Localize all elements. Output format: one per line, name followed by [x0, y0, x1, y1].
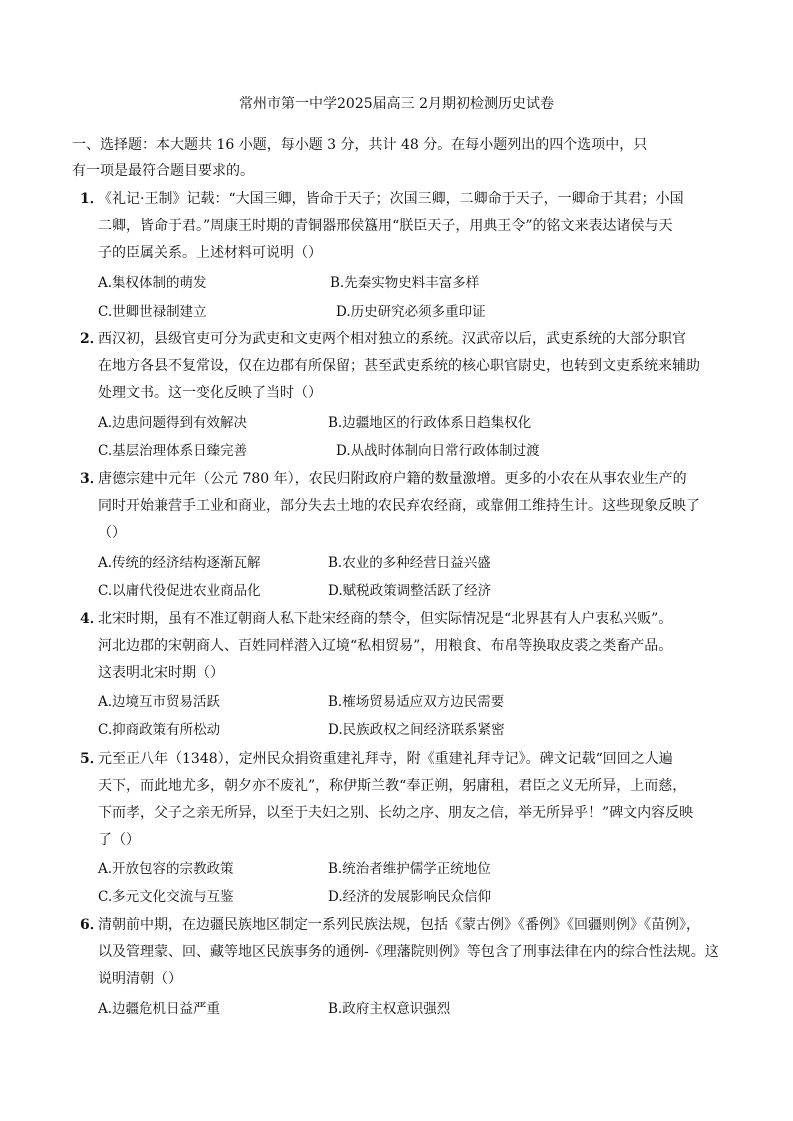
option-a[interactable]: A.边境互市贸易活跃: [98, 694, 221, 710]
question-text: 西汉初，县级官吏可分为武吏和文吏两个相对独立的系统。汉武帝以后，武吏系统的大部分职官: [98, 331, 686, 347]
question-number: 2．: [80, 331, 104, 347]
option-d[interactable]: D.经济的发展影响民众信仰: [328, 889, 492, 905]
question-1: [80, 186, 730, 267]
question-text: 清朝前中期，在边疆民族地区制定一系列民族法规，包括《蒙古例》《番例》《回疆则例》《苗例》，: [98, 917, 700, 933]
option-b[interactable]: B.边疆地区的行政体系日趋集权化: [328, 415, 532, 431]
option-c[interactable]: C.抑商政策有所松动: [98, 722, 221, 738]
question-number: 3．: [80, 471, 104, 487]
option-b[interactable]: B.先秦实物史料丰富多样: [330, 275, 480, 291]
question-text: 子的臣属关系。上述材料可说明（）: [98, 245, 322, 261]
question-text: 北宋时期，虽有不准辽朝商人私下赴宋经商的禁令，但实际情况是“北界甚有人户衷私兴贩”。: [98, 611, 673, 627]
question-text: 以及管理蒙、回、藏等地区民族事务的通例-《理藩院则例》等包含了刑事法律在内的综合性法规。这: [98, 944, 719, 960]
question-text: 说明清朝（）: [98, 971, 182, 987]
option-d[interactable]: D.历史研究必须多重印证: [336, 304, 486, 320]
option-c[interactable]: C.以庸代役促进农业商品化: [98, 583, 261, 599]
question-number: 1．: [80, 191, 104, 207]
question-text: 天下，而此地尤多，朝夕亦不废礼”，称伊斯兰教“奉正朔，躬庸租，君臣之义无所异，上而慈，: [98, 778, 687, 794]
question-number: 5．: [80, 751, 104, 767]
question-number: 6．: [80, 917, 104, 933]
question-text: 《礼记·王制》记载：“大国三卿，皆命于天子；次国三卿，二卿命于天子，一卿命于其君；小国: [98, 191, 684, 207]
question-text: 元至正八年（1348），定州民众捐资重建礼拜寺，附《重建礼拜寺记》。碑文记载“回回之人遍: [98, 751, 673, 767]
option-b[interactable]: B.农业的多种经营日益兴盛: [328, 555, 491, 571]
option-a[interactable]: A.开放包容的宗教政策: [98, 861, 234, 877]
section-instructions: [72, 132, 732, 184]
option-c[interactable]: C.基层治理体系日臻完善: [98, 443, 248, 459]
option-d[interactable]: D.赋税政策调整活跃了经济: [328, 583, 492, 599]
option-b[interactable]: B.榷场贸易适应双方边民需要: [328, 694, 505, 710]
option-c[interactable]: C.多元文化交流与互鉴: [98, 889, 234, 905]
instructions-line: 一、选择题：本大题共 16 小题，每小题 3 分，共计 48 分。在每小题列出的四个选项中，只: [72, 137, 648, 153]
option-c[interactable]: C.世卿世禄制建立: [98, 304, 207, 320]
question-text: 二卿，皆命于君。”周康王时期的青铜器邢侯簋用“朕臣天子，用典王令”的铭文来表达诸侯与天: [98, 218, 673, 234]
question-text: 了（）: [98, 832, 140, 848]
question-number: 4．: [80, 611, 104, 627]
option-d[interactable]: D.从战时体制向日常行政体制过渡: [336, 443, 540, 459]
option-b[interactable]: B.统治者维护儒学正统地位: [328, 861, 491, 877]
option-b[interactable]: B.政府主权意识强烈: [328, 1001, 451, 1017]
question-text: 下而孝，父子之亲无所异，以至于夫妇之别、长幼之序、朋友之信，举无所异乎！”碑文内容反映: [98, 805, 694, 821]
instructions-line: 有一项是最符合题目要求的。: [72, 163, 254, 179]
question-text: 处理文书。这一变化反映了当时（）: [98, 385, 322, 401]
question-text: （）: [98, 525, 126, 541]
option-d[interactable]: D.民族政权之间经济联系紧密: [328, 722, 505, 738]
option-a[interactable]: A.边疆危机日益严重: [98, 1001, 221, 1017]
question-5: [80, 746, 730, 854]
question-3: [80, 466, 730, 547]
question-6: [80, 912, 730, 993]
question-text: 这表明北宋时期（）: [98, 665, 224, 681]
question-text: 河北边郡的宋朝商人、百姓同样潜入辽境“私相贸易”，用粮食、布帛等换取皮裘之类畜产品。: [98, 638, 673, 654]
option-a[interactable]: A.集权体制的萌发: [98, 275, 207, 291]
question-text: 同时开始兼营手工业和商业，部分失去土地的农民弃农经商，或靠佣工维持生计。这些现象反映了: [98, 498, 700, 514]
option-a[interactable]: A.传统的经济结构逐渐瓦解: [98, 555, 261, 571]
option-a[interactable]: A.边患问题得到有效解决: [98, 415, 248, 431]
question-text: 在地方各县不复常设，仅在边郡有所保留；甚至武吏系统的核心职官尉史，也转到文吏系统来辅助: [98, 358, 700, 374]
question-4: [80, 606, 730, 687]
question-text: 唐德宗建中元年（公元 780 年），农民归附政府户籍的数量激增。更多的小农在从事农业生产的: [98, 471, 687, 487]
question-2: [80, 326, 730, 407]
exam-title: 常州市第一中学2025届高三 2月期初检测历史试卷: [239, 96, 554, 112]
